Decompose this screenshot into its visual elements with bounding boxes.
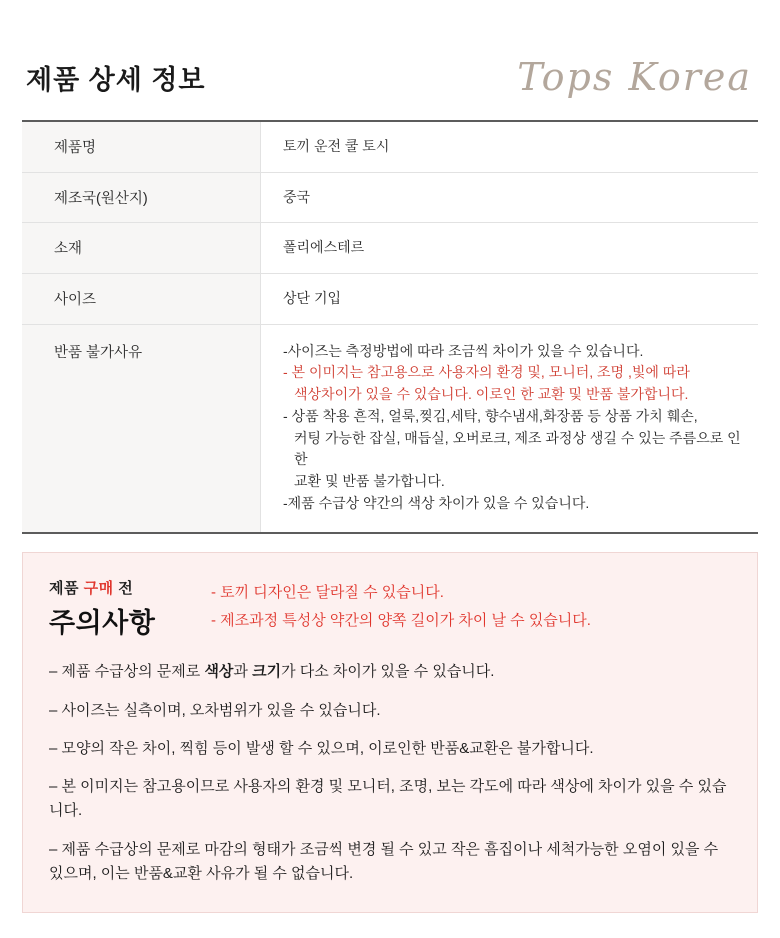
caution-item	[49, 838, 731, 887]
spec-row-value: 상단 기입	[283, 290, 341, 307]
spec-table-row	[22, 274, 758, 325]
spec-row-label: 사이즈	[22, 274, 261, 325]
page-header	[0, 0, 780, 120]
caution-item	[49, 775, 731, 824]
brand-logo: Tops Korea	[517, 55, 752, 99]
spec-row-value: 토끼 운전 쿨 토시	[283, 138, 390, 154]
caution-title: 주의사항	[49, 608, 156, 639]
caution-header	[49, 575, 731, 640]
caution-item-emphasis: 색상	[204, 663, 234, 681]
return-policy-value	[261, 324, 759, 533]
return-policy-line: -제품 수급상 약간의 색상 차이가 있을 수 있습니다.	[283, 494, 590, 511]
caution-item-text: – 제품 수급상의 문제로	[49, 663, 205, 681]
return-policy-label: 반품 불가사유	[22, 324, 261, 533]
spec-row-label: 제품명	[22, 121, 261, 172]
caution-lead-list	[211, 575, 731, 635]
caution-item-text: – 본 이미지는 참고용이므로 사용자의 환경 및 모니터, 조명, 보는 각도에 따라 색상에 차이가 있을 수 있습니다.	[49, 778, 727, 820]
return-policy-line: 색상차이가 있을 수 있습니다. 이로인 한 교환 및 반품 불가합니다.	[294, 386, 689, 403]
return-policy-line: -사이즈는 측정방법에 따라 조금씩 차이가 있을 수 있습니다.	[283, 342, 644, 359]
caution-kicker-highlight: 구매	[83, 580, 114, 598]
caution-item-text: – 모양의 작은 차이, 찍힘 등이 발생 할 수 있으며, 이로인한 반품&교환은 불가합니다.	[49, 739, 594, 757]
spec-table-body	[22, 121, 758, 533]
caution-item-text: – 사이즈는 실측이며, 오차범위가 있을 수 있습니다.	[49, 701, 381, 719]
caution-item-emphasis: 크기	[252, 663, 282, 681]
return-policy-line: - 상품 착용 흔적, 얼룩,찢김,세탁, 향수냄새,화장품 등 상품 가치 훼손,	[283, 407, 698, 424]
return-policy-line: 커팅 가능한 잡실, 매듭실, 오버로크, 제조 과정상 생길 수 있는 주름으로 인한	[294, 429, 741, 468]
spec-table-row	[22, 172, 758, 223]
spec-row-value: 중국	[283, 188, 311, 205]
caution-item-text: 가 다소 차이가 있을 수 있습니다.	[281, 663, 495, 681]
caution-header-left	[49, 575, 211, 640]
caution-item-list	[49, 660, 731, 886]
spec-row-value: 폴리에스테르	[283, 239, 365, 256]
caution-lead-line: - 토끼 디자인은 달라질 수 있습니다.	[211, 584, 444, 602]
caution-kicker-suffix: 전	[113, 580, 134, 598]
return-policy-line: 교환 및 반품 불가합니다.	[294, 472, 445, 489]
spec-row-label: 소재	[22, 223, 261, 274]
caution-item	[49, 699, 731, 723]
caution-panel	[22, 552, 758, 913]
spec-table-row	[22, 223, 758, 274]
return-policy-line: - 본 이미지는 참고용으로 사용자의 환경 및, 모니터, 조명 ,빛에 따라	[283, 364, 690, 381]
spec-table-row	[22, 121, 758, 172]
product-spec-table	[22, 120, 758, 534]
spec-row-label: 제조국(원산지)	[22, 172, 261, 223]
caution-item-text: 과	[233, 663, 253, 681]
caution-kicker-prefix: 제품	[49, 580, 84, 598]
caution-item-text: – 제품 수급상의 문제로 마감의 형태가 조금씩 변경 될 수 있고 작은 흠집이나 세척가능한 오염이 있을 수 있으며, 이는 반품&교환 사유가 될 수 없습니다.	[49, 840, 719, 883]
page-title: 제품 상세 정보	[26, 65, 206, 95]
caution-item	[49, 660, 731, 684]
caution-item	[49, 737, 731, 761]
spec-table-row-return-policy	[22, 324, 758, 533]
caution-kicker	[49, 577, 211, 598]
caution-lead-line: - 제조과정 특성상 약간의 양쪽 길이가 차이 날 수 있습니다.	[211, 612, 591, 629]
